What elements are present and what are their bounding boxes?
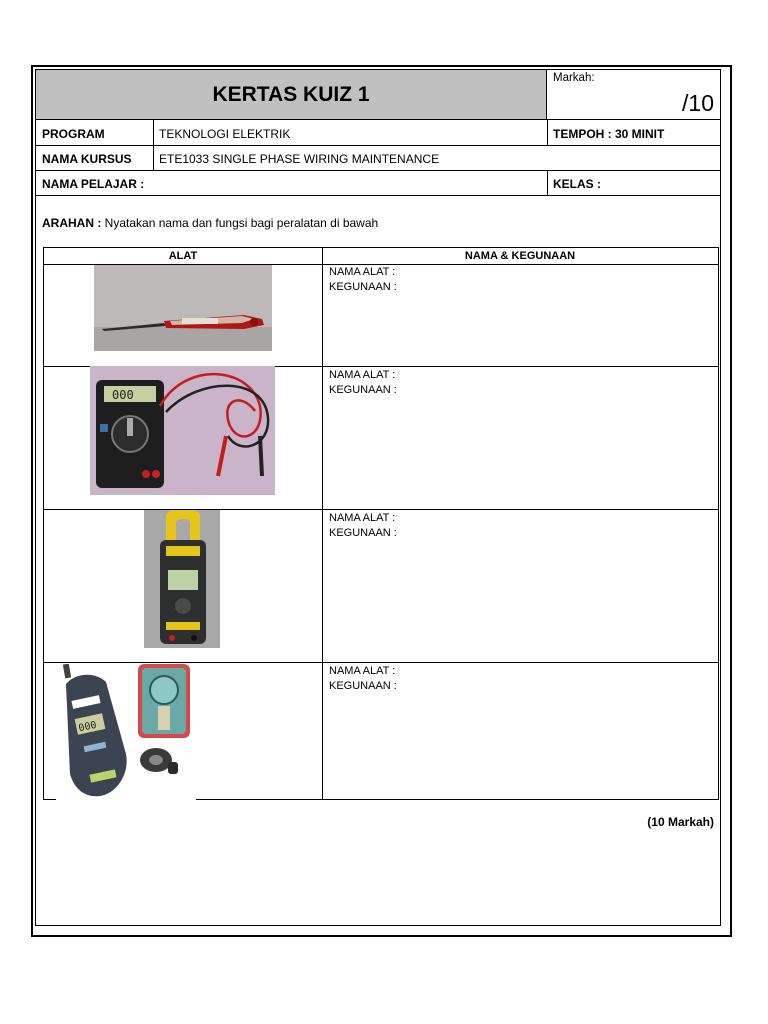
page-title: KERTAS KUIZ 1	[36, 70, 547, 120]
column-header-name-use: NAMA & KEGUNAAN	[464, 250, 576, 262]
duration-label: TEMPOH : 30 MINIT	[553, 127, 665, 141]
course-value: ETE1033 SINGLE PHASE WIRING MAINTENANCE	[159, 152, 440, 166]
table-row	[329, 664, 397, 694]
table-row	[329, 368, 397, 398]
tool-name-label: NAMA ALAT :	[329, 266, 396, 278]
divider	[547, 120, 548, 145]
divider	[36, 170, 720, 171]
total-marks: (10 Markah)	[647, 815, 714, 829]
divider	[44, 662, 718, 663]
program-value: TEKNOLOGI ELEKTRIK	[159, 127, 291, 141]
course-label: NAMA KURSUS	[42, 152, 132, 166]
marks-label: Markah:	[553, 72, 595, 84]
divider	[36, 195, 720, 196]
table-row	[329, 511, 397, 541]
svg-text:000: 000	[112, 388, 134, 402]
quiz-page-inner	[35, 69, 721, 926]
divider	[547, 170, 548, 195]
student-name-label: NAMA PELAJAR :	[42, 177, 145, 191]
instruction-label: ARAHAN :	[42, 216, 102, 230]
tool-usage-label: KEGUNAAN :	[329, 527, 397, 539]
quiz-page-frame	[31, 65, 732, 937]
clamp-meter-icon	[144, 510, 220, 648]
column-divider	[322, 248, 323, 799]
column-header-tool: ALAT	[168, 250, 198, 262]
instruction-text: Nyatakan nama dan fungsi bagi peralatan di bawah	[104, 216, 379, 230]
program-label: PROGRAM	[42, 127, 105, 141]
marks-value: /10	[682, 90, 714, 116]
divider	[153, 120, 154, 170]
equipment-table	[43, 247, 719, 800]
tool-name-label: NAMA ALAT :	[329, 512, 396, 524]
tool-usage-label: KEGUNAAN :	[329, 281, 397, 293]
instruction	[42, 216, 378, 230]
tool-name-label: NAMA ALAT :	[329, 665, 396, 677]
multimeter-icon	[90, 366, 275, 495]
table-row	[329, 265, 397, 295]
tachometer-icon	[56, 664, 196, 800]
class-label: KELAS :	[553, 177, 601, 191]
marks-box	[547, 70, 720, 120]
screwdriver-tester-icon	[94, 265, 272, 351]
tool-usage-label: KEGUNAAN :	[329, 680, 397, 692]
svg-text:000: 000	[77, 719, 98, 735]
divider	[36, 145, 720, 146]
tool-name-label: NAMA ALAT :	[329, 369, 396, 381]
tool-usage-label: KEGUNAAN :	[329, 384, 397, 396]
